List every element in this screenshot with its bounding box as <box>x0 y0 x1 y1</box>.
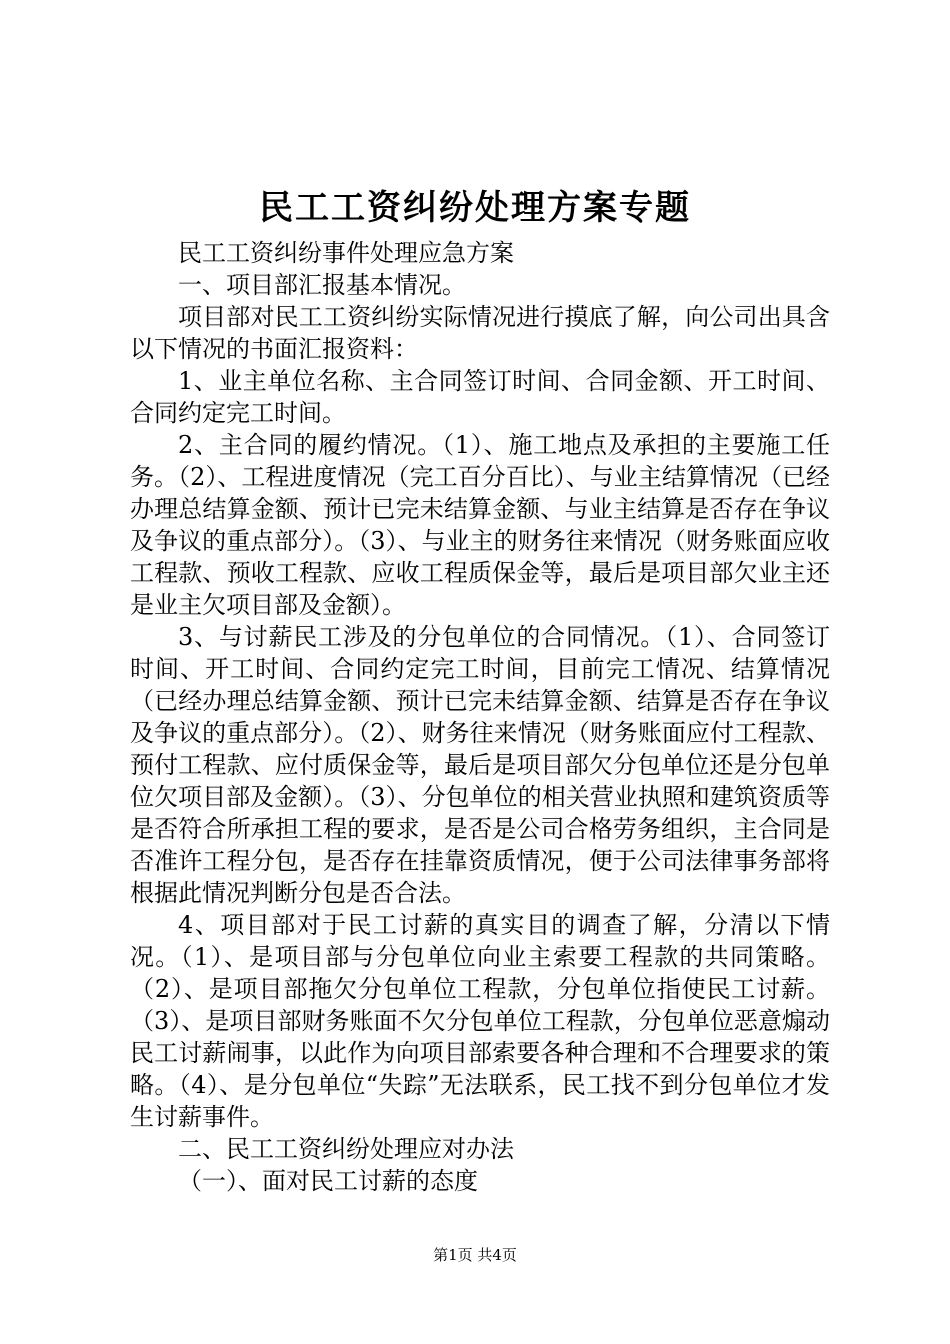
subsection-heading: （一）、面对民工讨薪的态度 <box>178 1167 478 1195</box>
paragraph: 项目部对民工工资纠纷实际情况进行摸底了解，向公司出具含以下情况的书面汇报资料： <box>130 303 830 363</box>
section-heading-2: 二、民工工资纠纷处理应对办法 <box>178 1135 514 1163</box>
page-footer: 第1页 共4页 <box>433 1246 517 1264</box>
list-item-1: 1、业主单位名称、主合同签订时间、合同金额、开工时间、合同约定完工时间。 <box>130 367 830 427</box>
paragraph-subtitle: 民工工资纠纷事件处理应急方案 <box>178 239 514 267</box>
section-heading-1: 一、项目部汇报基本情况。 <box>178 271 466 299</box>
list-item-3: 3、与讨薪民工涉及的分包单位的合同情况。（1）、合同签订时间、开工时间、合同约定完工时间，目前完工情况、结算情况（已经办理总结算金额、预计已完未结算金额、结算是否存在争议及争议的重点部分）。（2）、财务往来情况（财务账面应付工程款、预付工程款、应付质保金等，最后是项目部欠分包单位还是分包单位欠项目部及金额）。（3）、分包单位的相关营业执照和建筑资质等是否符合所承担工程的要求，是否是公司合格劳务组织，主合同是否准许工程分包，是否存在挂靠资质情况，便于公司法律事务部将根据此情况判断分包是否合法。 <box>130 623 830 907</box>
document-title: 民工工资纠纷处理方案专题 <box>259 188 691 228</box>
list-item-4: 4、项目部对于民工讨薪的真实目的调查了解，分清以下情况。（1）、是项目部与分包单位向业主索要工程款的共同策略。（2）、是项目部拖欠分包单位工程款，分包单位指使民工讨薪。（3）、是项目部财务账面不欠分包单位工程款，分包单位恶意煽动民工讨薪闹事，以此作为向项目部索要各种合理和不合理要求的策略。（4）、是分包单位“失踪”无法联系，民工找不到分包单位才发生讨薪事件。 <box>130 911 830 1131</box>
list-item-2: 2、主合同的履约情况。（1）、施工地点及承担的主要施工任务。（2）、工程进度情况（完工百分百比）、与业主结算情况（已经办理总结算金额、预计已完未结算金额、与业主结算是否存在争议及争议的重点部分）。（3）、与业主的财务往来情况（财务账面应收工程款、预收工程款、应收工程质保金等，最后是项目部欠业主还是业主欠项目部及金额）。 <box>130 431 830 619</box>
document-body <box>130 237 830 1197</box>
